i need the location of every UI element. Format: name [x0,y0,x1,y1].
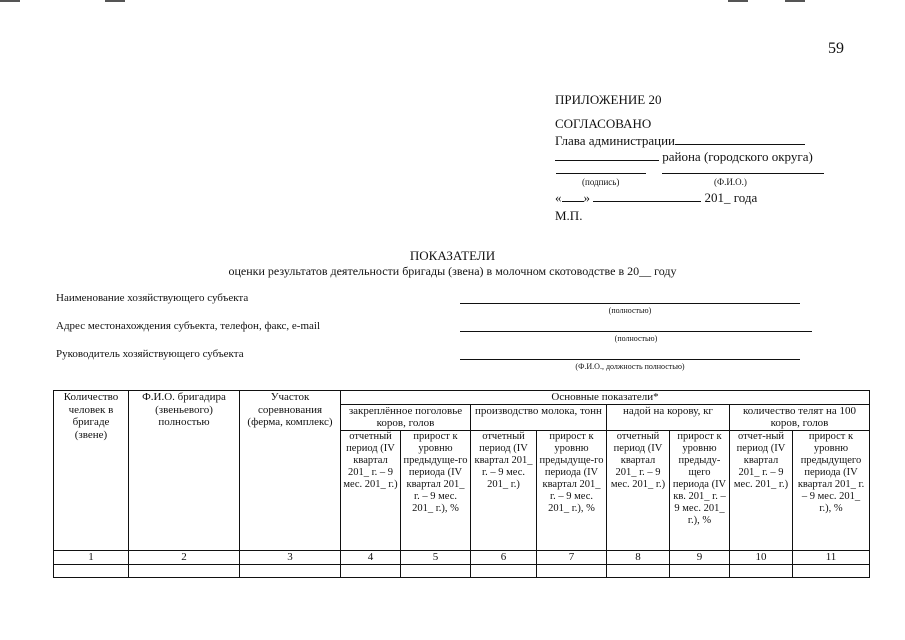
signature-line [556,173,646,174]
indicators-table [53,390,870,578]
col-number: 11 [793,550,870,564]
col-number: 4 [341,550,401,564]
col-number: 8 [607,550,670,564]
group-yield: надой на корову, кг [607,404,730,430]
blank-row [54,564,870,577]
stamp-mark: М.П. [555,208,583,223]
district-line [555,148,813,165]
head-of-admin-line [555,132,805,149]
subcol-cows-growth: прирост к уровню предыдуще-го периода (IV квартал 201_ г. – 9 мес. 201_ г.), % [401,430,471,550]
blank-cell [240,564,341,577]
col-number: 5 [401,550,471,564]
group-milk: производство молока, тонн [471,404,607,430]
scan-mark [728,0,748,2]
manager-label: Руководитель хозяйствующего субъекта [56,348,244,360]
blank-cell [129,564,240,577]
group-calves: количество телят на 100 коров, голов [730,404,870,430]
blank-cell [670,564,730,577]
col-number: 1 [54,550,129,564]
col-site: Участок соревнования (ферма, комплекс) [240,391,341,551]
document-title: ПОКАЗАТЕЛИ [409,248,496,263]
fio-hint: (Ф.И.О.) [714,177,747,187]
month-blank [593,189,701,202]
blank-cell [793,564,870,577]
address-hint: (полностью) [614,334,658,343]
col-foreman: Ф.И.О. бригадира (звеньевого) полностью [129,391,240,551]
document-subtitle: оценки результатов деятельности бригады (звена) в молочном скотоводстве в 20__ году [228,264,677,278]
col-number: 9 [670,550,730,564]
date-close-quote: » [583,190,590,205]
blank-cell [54,564,129,577]
entity-name-hint: (полностью) [608,306,652,315]
subcol-calves-period: отчет-ный период (IV квартал 201_ г. – 9 мес. 201_ г.) [730,430,793,550]
scan-mark [105,0,125,2]
subcol-milk-period: отчетный период (IV квартал 201_ г. – 9 мес. 201_ г.) [471,430,537,550]
head-of-admin-label: Глава администрации [555,133,676,148]
blank-cell [537,564,607,577]
scan-mark [0,0,20,2]
col-number: 3 [240,550,341,564]
col-number: 7 [537,550,607,564]
main-indicators-header: Основные показатели* [341,391,870,405]
subcol-yield-growth: прирост к уровню предыду-щего периода (IV кв. 201_ г. – 9 мес. 201_ г.), % [670,430,730,550]
date-line [555,189,757,206]
col-team-size: Количество человек в бригаде (звене) [54,391,129,551]
entity-name-line [460,303,800,304]
blank-cell [401,564,471,577]
entity-name-label: Наименование хозяйствующего субъекта [56,292,249,304]
manager-hint: (Ф.И.О., должность полностью) [575,362,685,371]
blank-cell [341,564,401,577]
manager-line [460,359,800,360]
blank-cell [471,564,537,577]
subcol-milk-growth: прирост к уровню предыдуще-го периода (IV квартал 201_ г. – 9 мес. 201_ г.), % [537,430,607,550]
district-blank [555,148,659,161]
group-cows: закреплённое поголовье коров, голов [341,404,471,430]
col-number: 10 [730,550,793,564]
subcol-yield-period: отчетный период (IV квартал 201_ г. – 9 мес. 201_ г.) [607,430,670,550]
address-line [460,331,812,332]
signature-hint: (подпись) [582,177,620,187]
approved-heading: СОГЛАСОВАНО [555,116,652,131]
appendix-title: ПРИЛОЖЕНИЕ 20 [555,92,662,107]
district-label: района (городского округа) [662,149,813,164]
year-text: 201_ года [704,190,758,205]
head-of-admin-blank [675,132,805,145]
subcol-cows-period: отчетный период (IV квартал 201_ г. – 9 мес. 201_ г.) [341,430,401,550]
address-label: Адрес местонахождения субъекта, телефон, факс, e-mail [56,320,321,332]
scan-mark [785,0,805,2]
date-open-quote: « [555,190,562,205]
blank-cell [607,564,670,577]
col-number: 2 [129,550,240,564]
day-blank [562,189,584,202]
subcol-calves-growth: прирост к уровню предыдущего периода (IV квартал 201_ г. – 9 мес. 201_ г.), % [793,430,870,550]
page-number: 59 [828,40,844,57]
col-number: 6 [471,550,537,564]
blank-cell [730,564,793,577]
fio-line [662,173,824,174]
